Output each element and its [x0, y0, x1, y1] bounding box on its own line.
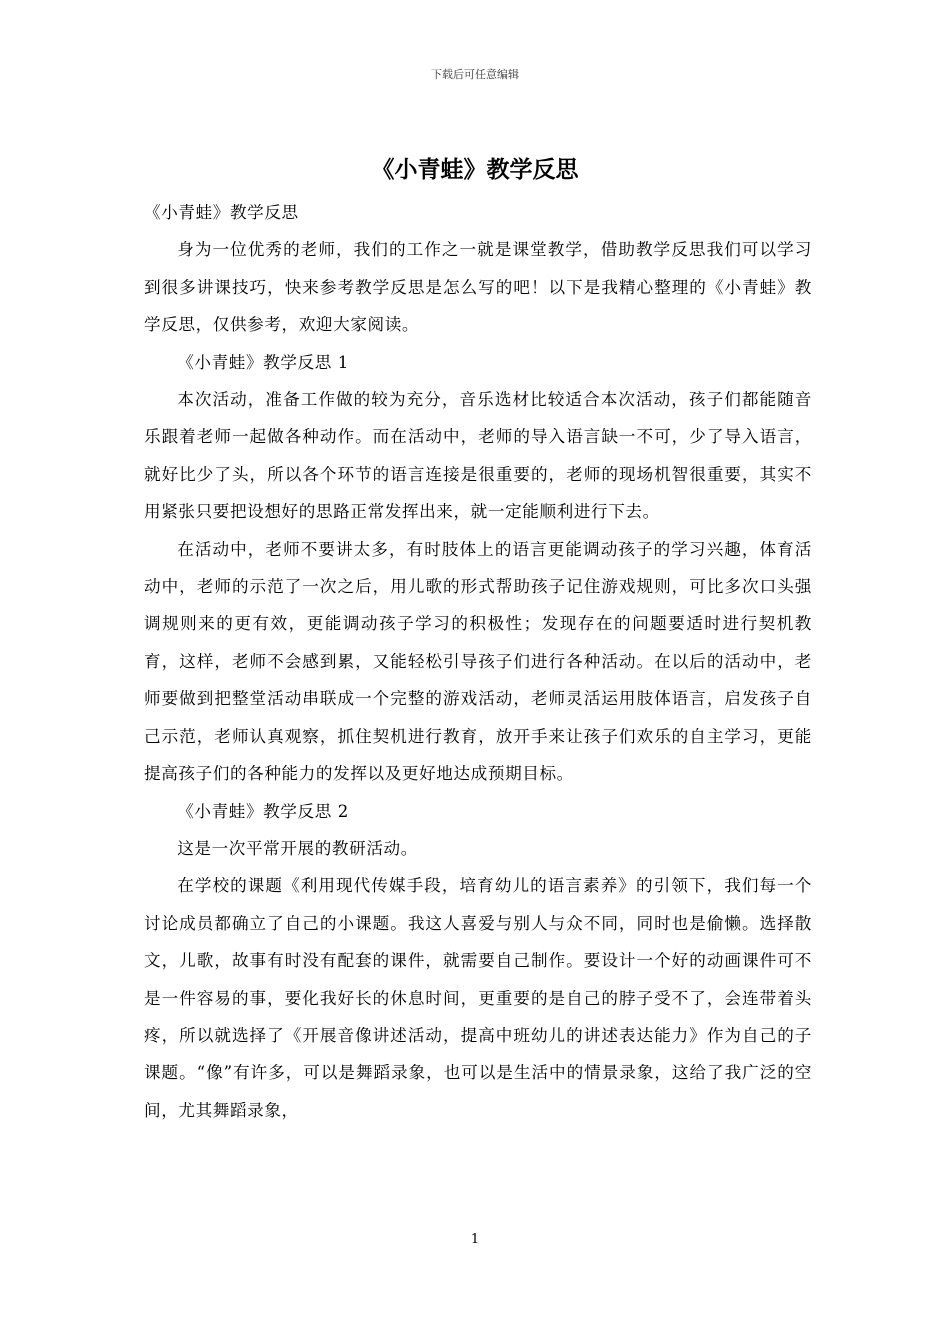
document-title: 《小青蛙》教学反思: [371, 156, 579, 183]
header-note: 下载后可任意编辑: [431, 68, 519, 81]
document-body: [144, 194, 812, 1129]
section-heading-1: 《小青蛙》教学反思 1: [177, 352, 349, 372]
page-number: 1: [470, 1232, 480, 1247]
section-heading-2: 《小青蛙》教学反思 2: [177, 801, 349, 821]
paragraph: 本次活动，准备工作做的较为充分，音乐选材比较适合本次活动，孩子们都能随音乐跟着老师一起做各种动作。而在活动中，老师的导入语言缺一不可，少了导入语言，就好比少了头，所以各个环节的语言连接是很重要的，老师的现场机智很重要，其实不用紧张只要把设想好的思路正常发挥出来，就一定能顺利进行下去。: [144, 390, 812, 522]
paragraph: 在活动中，老师不要讲太多，有时肢体上的语言更能调动孩子的学习兴趣，体育活动中，老师的示范了一次之后，用儿歌的形式帮助孩子记住游戏规则，可比多次口头强调规则来的更有效，更能调动孩子学习的积极性；发现存在的问题要适时进行契机教育，这样，老师不会感到累，又能轻松引导孩子们进行各种活动。在以后的活动中，老师要做到把整堂活动串联成一个完整的游戏活动，老师灵活运用肢体语言，启发孩子自己示范，老师认真观察，抓住契机进行教育，放开手来让孩子们欢乐的自主学习，更能提高孩子们的各种能力的发挥以及更好地达成预期目标。: [144, 539, 812, 784]
paragraph-intro: 身为一位优秀的老师，我们的工作之一就是课堂教学，借助教学反思我们可以学习到很多讲课技巧，快来参考教学反思是怎么写的吧！以下是我精心整理的《小青蛙》教学反思，仅供参考，欢迎大家阅读。: [144, 240, 812, 335]
paragraph: 在学校的课题《利用现代传媒手段，培育幼儿的语言素养》的引领下，我们每一个讨论成员都确立了自己的小课题。我这人喜爱与别人与众不同，同时也是偷懒。选择散文，儿歌，故事有时没有配套的课件，就需要自己制作。要设计一个好的动画课件可不是一件容易的事，要化我好长的休息时间，更重要的是自己的脖子受不了，会连带着头疼，所以就选择了《开展音像讲述活动，提高中班幼儿的讲述表达能力》作为自己的子课题。“像”有许多，可以是舞蹈录象，也可以是生活中的情景录象，这给了我广泛的空间，尤其舞蹈录象，: [144, 876, 812, 1120]
paragraph: 这是一次平常开展的教研活动。: [177, 838, 418, 858]
document-subtitle: 《小青蛙》教学反思: [144, 203, 299, 222]
